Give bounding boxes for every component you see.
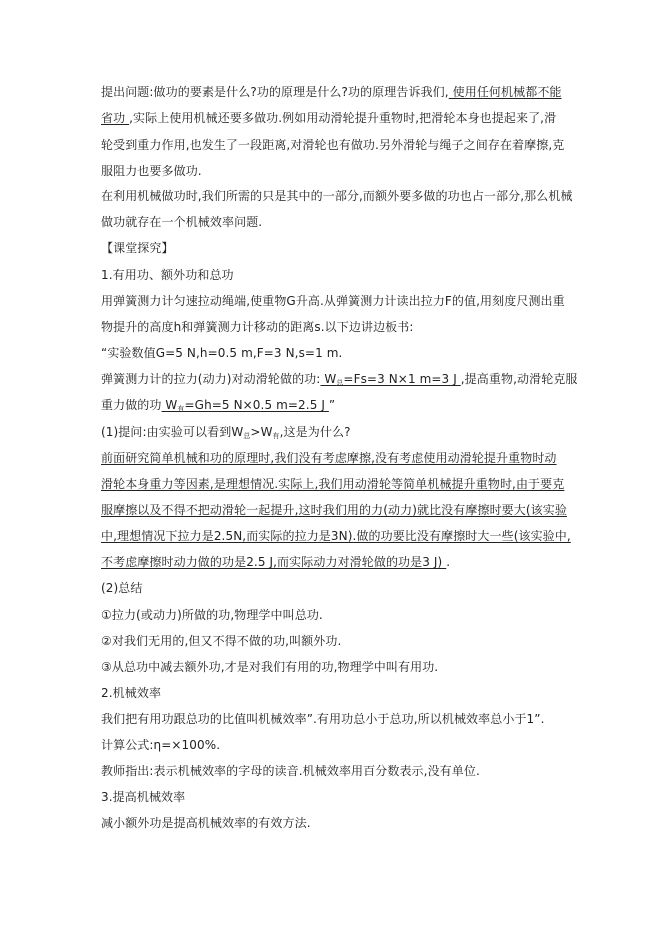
answer-line-2: 滑轮本身重力等因素,是理想情况.实际上,我们用动滑轮等简单机械提升重物时,由于要克 — [101, 477, 565, 491]
answer-text: 不考虑摩擦时动力做的功是2.5 J,而实际动力对滑轮做的功是3 J) — [101, 555, 447, 569]
s1-line-3: “实验数值G=5 N,h=0.5 m,F=3 N,s=1 m. — [101, 346, 343, 360]
question-line — [101, 424, 351, 444]
s1-line-1: 用弹簧测力计匀速拉动绳端,使重物G升高.从弹簧测力计读出拉力F的值,用刻度尺测出重 — [101, 294, 565, 308]
subscript: 有 — [272, 432, 280, 440]
intro-line-2 — [101, 110, 556, 126]
intro-text: ,实际上使用机械还要多做功.例如用动滑轮提升重物时,把滑轮本身也提起来了,滑 — [129, 111, 557, 125]
period: . — [446, 555, 451, 569]
intro-line-1 — [101, 84, 562, 100]
question-text: >W — [250, 425, 273, 439]
s1-title: 1.有用功、额外功和总功 — [101, 268, 234, 282]
w-symbol: W — [161, 398, 178, 412]
s1-text: ,提高重物,动滑轮克服 — [460, 372, 578, 386]
s3-line-1: 减小额外功是提高机械效率的有效方法. — [101, 816, 311, 830]
blank-answer: 使用任何机械都不能 — [448, 85, 562, 99]
answer-line-4: 中,理想情况下拉力是2.5N,而实际的拉力是3N).做的功要比没有摩擦时大一些(该实验中, — [101, 529, 571, 543]
summary-item-1: ①拉力(或动力)所做的功,物理学中叫总功. — [101, 608, 323, 622]
intro-line-5: 在利用机械做功时,我们所需的只是其中的一部分,而额外要多做的功也占一部分,那么机械 — [101, 189, 573, 203]
s1-text: 重力做的功 — [101, 398, 162, 412]
intro-line-3: 轮受到重力作用,也发生了一段距离,对滑轮也有做功.另外滑轮与绳子之间存在着摩擦,克 — [101, 138, 565, 152]
answer-line-5 — [101, 554, 450, 570]
s1-text: 弹簧测力计的拉力(动力)对动滑轮做的功: — [101, 372, 321, 386]
s3-title: 3.提高机械效率 — [101, 790, 186, 804]
s1-line-2: 物提升的高度h和弹簧测力计移动的距离s.以下边讲边板书: — [101, 320, 414, 334]
summary-item-3: ③从总功中减去额外功,才是对我们有用的功,物理学中叫有用功. — [101, 660, 439, 674]
s2-line-3: 教师指出:表示机械效率的字母的读音.机械效率用百分数表示,没有单位. — [101, 764, 480, 778]
subscript: 总 — [336, 379, 344, 387]
s1-line-5 — [101, 397, 335, 417]
answer-line-1: 前面研究简单机械和功的原理时,我们没有考虑摩擦,没有考虑使用动滑轮提升重物时动 — [101, 451, 557, 465]
answer-line-3: 服摩擦以及不得不把动滑轮一起提升,这时我们用的力(动力)就比没有摩擦时要大(该实验 — [101, 503, 567, 517]
subscript: 有 — [177, 405, 185, 413]
question-text: (1)提问:由实验可以看到W — [101, 425, 244, 439]
s2-line-1: 我们把有用功跟总功的比值叫机械效率”.有用功总小于总功,所以机械效率总小于1”. — [101, 712, 545, 726]
s2-title: 2.机械效率 — [101, 686, 162, 700]
intro-line-4: 服阻力也要多做功. — [101, 164, 202, 178]
w-symbol: W — [320, 372, 337, 386]
summary-title: (2)总结 — [101, 581, 143, 595]
intro-line-6: 做功就存在一个机械效率问题. — [101, 215, 263, 229]
question-text: ,这是为什么? — [279, 425, 351, 439]
formula: =Gh=5 N×0.5 m=2.5 J — [184, 398, 329, 412]
formula: =Fs=3 N×1 m=3 J — [343, 372, 461, 386]
blank-answer — [320, 372, 460, 386]
blank-answer: 省功 — [101, 111, 130, 125]
summary-item-2: ②对我们无用的,但又不得不做的功,叫额外功. — [101, 634, 342, 648]
blank-answer — [162, 398, 329, 412]
section-title: 【课堂探究】 — [101, 241, 174, 255]
s1-line-4 — [101, 371, 578, 391]
subscript: 总 — [243, 432, 251, 440]
s1-text: ” — [328, 398, 336, 412]
s2-formula: 计算公式:η=×100%. — [101, 738, 221, 752]
intro-text: 提出问题:做功的要素是什么?功的原理是什么?功的原理告诉我们, — [101, 85, 449, 99]
